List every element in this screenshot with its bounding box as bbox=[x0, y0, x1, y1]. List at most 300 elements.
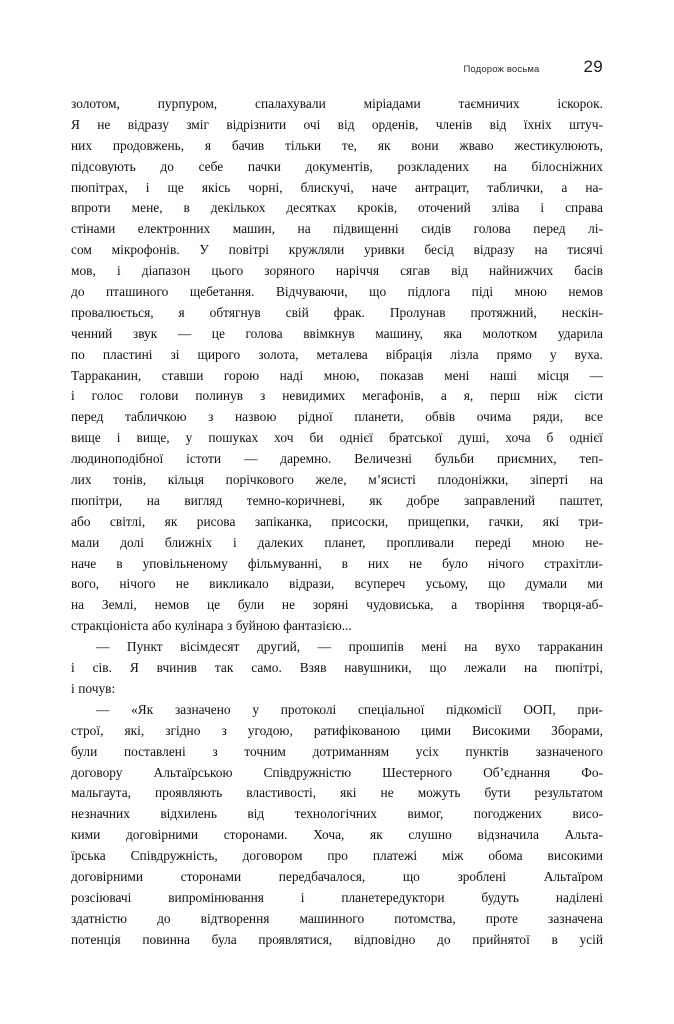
running-head bbox=[71, 58, 603, 84]
word: документів, bbox=[305, 158, 373, 174]
word: Об’єднання bbox=[483, 764, 551, 780]
word: по bbox=[71, 346, 85, 362]
text-line bbox=[71, 576, 603, 597]
word: присоски, bbox=[331, 513, 389, 529]
word: якісь bbox=[201, 179, 231, 195]
text-line bbox=[71, 96, 603, 117]
word: відразу bbox=[473, 242, 515, 258]
word: сягав bbox=[400, 263, 430, 279]
word: що bbox=[488, 576, 506, 592]
word: або bbox=[151, 618, 172, 634]
word: перед bbox=[71, 409, 104, 425]
word: Тарраканин, bbox=[71, 367, 142, 383]
text-line bbox=[71, 514, 603, 535]
word: б bbox=[546, 430, 554, 446]
word: зазначена bbox=[548, 910, 603, 926]
word: до bbox=[71, 284, 85, 300]
text-line bbox=[71, 785, 603, 806]
word: Відчуваючи, bbox=[275, 284, 348, 300]
word: — bbox=[243, 451, 258, 467]
word: пурпуром, bbox=[157, 96, 218, 111]
word: в bbox=[551, 931, 558, 947]
word: зі bbox=[170, 346, 180, 362]
word: Взяв bbox=[299, 660, 327, 676]
word: цими bbox=[421, 722, 452, 738]
word: з bbox=[208, 409, 214, 425]
text-line bbox=[71, 535, 603, 556]
word: при- bbox=[577, 701, 603, 717]
word: планети, bbox=[354, 409, 404, 425]
word: і bbox=[71, 660, 75, 676]
word: угодою, bbox=[247, 722, 293, 738]
word: цього bbox=[211, 263, 244, 279]
text-line bbox=[71, 618, 603, 639]
word: Землі, bbox=[101, 597, 137, 613]
word: не bbox=[281, 597, 296, 613]
word: мегафонів, bbox=[362, 388, 424, 404]
word: мною bbox=[532, 534, 565, 550]
word: членів bbox=[435, 116, 473, 132]
word: ставши bbox=[161, 367, 204, 383]
word: темно-коричневі, bbox=[246, 492, 345, 508]
text-line bbox=[71, 806, 603, 827]
word: прищепки, bbox=[407, 513, 470, 529]
word: згідно bbox=[165, 722, 201, 738]
word: як bbox=[377, 137, 391, 153]
word: наді bbox=[279, 367, 304, 383]
word: би bbox=[309, 430, 324, 446]
word: мною, bbox=[323, 367, 360, 383]
word: «Як bbox=[131, 701, 154, 717]
word: ще bbox=[167, 179, 184, 195]
text-line bbox=[71, 660, 603, 681]
page-number: 29 bbox=[583, 57, 603, 76]
word: фільмуванні, bbox=[247, 555, 322, 571]
word: очима bbox=[476, 409, 512, 425]
word: рисова bbox=[196, 513, 236, 529]
word: желе, bbox=[315, 472, 347, 488]
word: ввімкнув bbox=[303, 325, 355, 341]
word: немов bbox=[568, 284, 603, 300]
word: а bbox=[561, 179, 568, 195]
text-line bbox=[71, 430, 603, 451]
word: зміг bbox=[186, 116, 209, 132]
word: почув: bbox=[78, 680, 116, 696]
word: до bbox=[160, 158, 174, 174]
word: зроблені bbox=[457, 868, 507, 884]
word: — bbox=[177, 325, 192, 341]
word: як bbox=[164, 513, 178, 529]
word: мені bbox=[421, 639, 447, 655]
word: їрська bbox=[71, 848, 106, 864]
word: немов bbox=[154, 597, 190, 613]
word: вого, bbox=[71, 576, 100, 592]
word: мов, bbox=[71, 263, 96, 279]
word: піді bbox=[471, 284, 494, 300]
word: було bbox=[442, 555, 468, 571]
text-line bbox=[71, 305, 603, 326]
word: відразу bbox=[127, 116, 169, 132]
word: голова bbox=[473, 221, 511, 237]
word: перш bbox=[490, 388, 521, 404]
word: які, bbox=[124, 722, 145, 738]
word: слушно bbox=[408, 827, 452, 843]
word: жваво bbox=[459, 137, 494, 153]
word: результатом bbox=[534, 785, 603, 801]
word: як bbox=[369, 492, 383, 508]
word: приємних, bbox=[496, 451, 557, 467]
word: спеціальної bbox=[357, 701, 425, 717]
text-line bbox=[71, 180, 603, 201]
word: обома bbox=[488, 848, 523, 864]
word: не bbox=[175, 576, 189, 592]
text-line bbox=[71, 869, 603, 890]
word: вище bbox=[71, 430, 101, 446]
text-line bbox=[71, 409, 603, 430]
word: таємничих bbox=[458, 96, 520, 111]
word: усьому, bbox=[425, 576, 468, 592]
text-line bbox=[71, 347, 603, 368]
text-line bbox=[71, 890, 603, 911]
word: звук bbox=[132, 325, 158, 341]
text-line bbox=[71, 159, 603, 180]
word: істоти bbox=[186, 451, 222, 467]
word: була bbox=[211, 931, 237, 947]
word: тисячі bbox=[567, 242, 603, 258]
word: назвою bbox=[235, 409, 277, 425]
word: себе bbox=[198, 158, 224, 174]
word: Величезні bbox=[354, 451, 412, 467]
word: і bbox=[232, 534, 237, 550]
text-line bbox=[71, 326, 603, 347]
word: творця-аб- bbox=[542, 597, 603, 613]
word: — bbox=[96, 639, 110, 655]
word: сом bbox=[71, 242, 92, 258]
word: свій bbox=[285, 304, 309, 320]
word: таблички, bbox=[487, 179, 544, 195]
word: і bbox=[71, 680, 75, 696]
word: ратифікованою bbox=[313, 722, 401, 738]
word: кулінара bbox=[174, 618, 224, 634]
word: що bbox=[369, 284, 387, 300]
word: Співдружністю bbox=[263, 764, 352, 780]
word: думали bbox=[525, 576, 568, 592]
word: голови bbox=[139, 388, 179, 404]
word: ударила bbox=[557, 325, 603, 341]
word: полинув bbox=[195, 388, 244, 404]
word: у bbox=[185, 430, 193, 446]
word: орденів, bbox=[371, 116, 419, 132]
word: в bbox=[341, 555, 348, 571]
word: від bbox=[247, 806, 265, 822]
word: рідної bbox=[297, 409, 333, 425]
text-line bbox=[71, 368, 603, 389]
word: на bbox=[297, 221, 311, 237]
word: фрак. bbox=[333, 304, 365, 320]
word: це bbox=[211, 325, 225, 341]
word: золота, bbox=[258, 346, 299, 362]
word: горою bbox=[223, 367, 260, 383]
word: здатністю bbox=[71, 910, 127, 926]
word: білосніжних bbox=[531, 158, 603, 174]
text-line bbox=[71, 242, 603, 263]
word: само. bbox=[251, 660, 282, 676]
word: кружляли bbox=[288, 242, 345, 258]
word: зазначено bbox=[174, 701, 231, 717]
word: підсовують bbox=[71, 158, 136, 174]
word: потенція bbox=[71, 931, 121, 947]
word: антрацит, bbox=[415, 179, 470, 195]
word: не- bbox=[585, 534, 603, 550]
word: перед bbox=[533, 221, 566, 237]
word: мальгаута, bbox=[71, 785, 131, 801]
word: пюпітрі, bbox=[555, 660, 603, 676]
word: провалюється, bbox=[71, 304, 154, 320]
word: лих bbox=[71, 472, 92, 488]
word: порічкового bbox=[225, 472, 294, 488]
word: Зборами, bbox=[551, 722, 603, 738]
word: нескін- bbox=[561, 304, 603, 320]
word: високими bbox=[547, 848, 603, 864]
word: пластині bbox=[102, 346, 153, 362]
word: продовжень, bbox=[112, 137, 185, 153]
word: повітрі bbox=[228, 242, 270, 258]
word: ближніх bbox=[164, 534, 213, 550]
word: ООП, bbox=[523, 701, 556, 717]
word: місця bbox=[537, 367, 569, 383]
word: — bbox=[317, 639, 332, 655]
word: і bbox=[540, 200, 545, 216]
word: пошуках bbox=[208, 430, 259, 446]
word: не bbox=[380, 785, 394, 801]
word: підкомісії bbox=[446, 701, 502, 717]
word: мені bbox=[444, 367, 470, 383]
word: зоряного bbox=[264, 263, 315, 279]
word: заправлений bbox=[463, 492, 536, 508]
word: сторонами bbox=[180, 868, 242, 884]
word: вуха. bbox=[574, 346, 603, 362]
word: впроти bbox=[71, 200, 111, 216]
word: мали bbox=[71, 534, 100, 550]
word: прийнятої bbox=[472, 931, 530, 947]
word: сидів bbox=[421, 221, 452, 237]
word: між bbox=[441, 848, 464, 864]
word: не bbox=[97, 116, 111, 132]
word: щирого bbox=[197, 346, 241, 362]
word: у bbox=[549, 346, 557, 362]
word: Альтаїрською bbox=[153, 764, 233, 780]
word: зіперті bbox=[529, 472, 569, 488]
word: машин, bbox=[232, 221, 276, 237]
word: десятках bbox=[286, 200, 337, 216]
word: вухо bbox=[494, 639, 521, 655]
word: протоколі bbox=[280, 701, 337, 717]
word: будуть bbox=[481, 889, 520, 905]
word: незначних bbox=[71, 806, 130, 822]
word: молотком bbox=[482, 325, 538, 341]
word: творіння bbox=[475, 597, 525, 613]
word: фантазією... bbox=[283, 618, 352, 634]
word: у bbox=[252, 701, 260, 717]
word: дотриманням bbox=[312, 743, 390, 759]
word: Пролунав bbox=[389, 304, 446, 320]
word: запіканка, bbox=[254, 513, 312, 529]
word: проявлятися, bbox=[258, 931, 333, 947]
word: яка bbox=[443, 325, 462, 341]
text-line bbox=[71, 388, 603, 409]
word: всупереч bbox=[354, 576, 406, 592]
word: зоряні bbox=[312, 597, 349, 613]
word: другий, bbox=[256, 639, 301, 655]
word: — bbox=[589, 367, 603, 383]
word: ряди, bbox=[532, 409, 564, 425]
word: ченний bbox=[71, 325, 113, 341]
word: проте bbox=[485, 910, 518, 926]
text-line bbox=[71, 911, 603, 932]
word: добре bbox=[406, 492, 440, 508]
word: бесід bbox=[424, 242, 454, 258]
word: золотом, bbox=[71, 96, 120, 111]
word: пюпітри, bbox=[71, 492, 123, 508]
word: ми bbox=[587, 576, 603, 592]
word: викликало bbox=[209, 576, 269, 592]
word: відтворення bbox=[200, 910, 270, 926]
text-line bbox=[71, 472, 603, 493]
word: і bbox=[116, 430, 121, 446]
word: три- bbox=[578, 513, 603, 529]
word: вимог, bbox=[407, 806, 444, 822]
word: підвищенні bbox=[333, 221, 399, 237]
word: вісімдесят bbox=[180, 639, 240, 655]
word: пачки bbox=[247, 158, 281, 174]
word: розкладених bbox=[397, 158, 470, 174]
word: найнижчих bbox=[489, 263, 554, 279]
word: прямо bbox=[496, 346, 532, 362]
word: Фо- bbox=[581, 764, 603, 780]
word: випромінювання bbox=[168, 889, 264, 905]
word: на bbox=[534, 242, 548, 258]
word: лізла bbox=[450, 346, 479, 362]
word: переді bbox=[475, 534, 512, 550]
word: прошипів bbox=[348, 639, 404, 655]
word: з bbox=[221, 722, 227, 738]
word: поставлені bbox=[123, 743, 186, 759]
word: на bbox=[493, 158, 507, 174]
word: хоча bbox=[505, 430, 531, 446]
word: те, bbox=[341, 137, 358, 153]
word: показав bbox=[379, 367, 424, 383]
text-line bbox=[71, 702, 603, 723]
word: людиноподібної bbox=[71, 451, 164, 467]
word: строї, bbox=[71, 722, 104, 738]
word: потомства, bbox=[394, 910, 456, 926]
word: про bbox=[327, 848, 348, 864]
word: і bbox=[71, 388, 75, 404]
word: договірними bbox=[71, 868, 144, 884]
word: на- bbox=[585, 179, 603, 195]
word: тільки bbox=[285, 137, 322, 153]
word: платежі bbox=[372, 848, 418, 864]
text-line bbox=[71, 117, 603, 138]
word: ніж bbox=[537, 388, 558, 404]
word: наділені bbox=[555, 889, 603, 905]
word: діапазон bbox=[141, 263, 191, 279]
word: Шестерного bbox=[382, 764, 453, 780]
word: У bbox=[199, 242, 209, 258]
word: від bbox=[489, 116, 507, 132]
word: відповідно bbox=[353, 931, 416, 947]
word: з bbox=[226, 618, 233, 634]
word: Співдружність, bbox=[130, 848, 218, 864]
word: Я bbox=[129, 660, 139, 676]
word: уривки bbox=[364, 242, 405, 258]
word: передбачалося, bbox=[278, 868, 366, 884]
word: повинна bbox=[142, 931, 190, 947]
word: тарраканин bbox=[537, 639, 603, 655]
word: в bbox=[116, 555, 123, 571]
word: міріадами bbox=[363, 96, 421, 111]
word: на bbox=[146, 492, 160, 508]
word: до bbox=[157, 910, 171, 926]
word: вібрація bbox=[385, 346, 433, 362]
body-text bbox=[71, 96, 603, 953]
word: це bbox=[206, 597, 221, 613]
running-head-title: Подорож восьма bbox=[463, 64, 540, 75]
word: висо- bbox=[572, 806, 603, 822]
word: вигляд bbox=[184, 492, 223, 508]
word: що bbox=[429, 660, 447, 676]
word: наші bbox=[489, 367, 518, 383]
word: їхніх bbox=[523, 116, 552, 132]
word: вище, bbox=[136, 430, 170, 446]
word: точним bbox=[244, 743, 286, 759]
word: мною bbox=[514, 284, 547, 300]
word: відхилень bbox=[160, 806, 217, 822]
word: пунктів bbox=[465, 743, 509, 759]
text-line bbox=[71, 848, 603, 869]
word: щебетання. bbox=[189, 284, 255, 300]
word: договору bbox=[71, 764, 123, 780]
word: як bbox=[370, 827, 383, 843]
word: які bbox=[542, 513, 560, 529]
word: а bbox=[440, 388, 447, 404]
word: кроків, bbox=[357, 200, 398, 216]
text-line bbox=[71, 221, 603, 242]
word: сів. bbox=[92, 660, 112, 676]
word: обвів bbox=[425, 409, 456, 425]
text-line bbox=[71, 639, 603, 660]
word: відрізнити bbox=[226, 116, 287, 132]
word: очі bbox=[303, 116, 321, 132]
word: або bbox=[71, 513, 91, 529]
word: стінами bbox=[71, 221, 116, 237]
word: нічого bbox=[487, 555, 525, 571]
word: спалахували bbox=[255, 96, 326, 111]
word: декількох bbox=[210, 200, 266, 216]
word: на bbox=[524, 660, 538, 676]
word: кільця bbox=[167, 472, 205, 488]
word: однієї bbox=[569, 430, 603, 446]
word: даремно. bbox=[280, 451, 332, 467]
word: м’ясисті bbox=[368, 472, 416, 488]
word: договором bbox=[242, 848, 303, 864]
word: планетередуктори bbox=[341, 889, 445, 905]
word: голос bbox=[91, 388, 123, 404]
word: кими bbox=[71, 827, 101, 843]
word: Альтаїром bbox=[543, 868, 603, 884]
word: вчинив bbox=[156, 660, 198, 676]
word: долі bbox=[120, 534, 144, 550]
